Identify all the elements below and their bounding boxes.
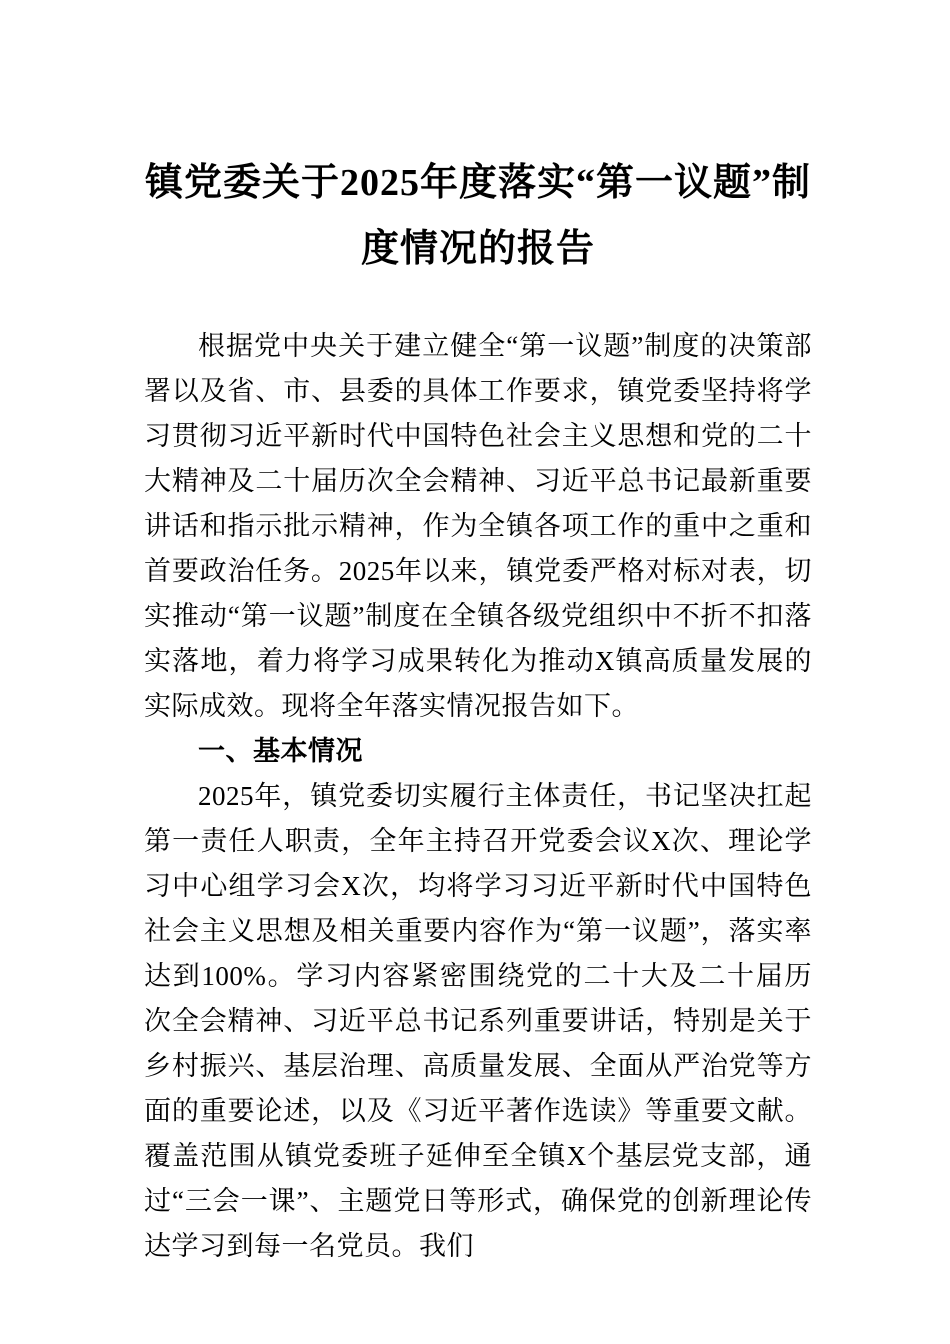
section-heading-basic-situation: 一、基本情况 xyxy=(198,736,363,766)
document-title: 镇党委关于2025年度落实“第一议题”制度情况的报告 xyxy=(144,162,811,270)
paragraph-body: 2025年，镇党委切实履行主体责任，书记坚决扛起第一责任人职责，全年主持召开党委会议X次、理论学习中心组学习会X次，均将学习习近平新时代中国特色社会主义思想及相关重要内容作为“第一议题”，落实率达到100%。学习内容紧密围绕党的二十大及二十届历次全会精神、习近平总书记系列重要讲话，特别是关于乡村振兴、基层治理、高质量发展、全面从严治党等方面的重要论述，以及《习近平著作选读》等重要文献。覆盖范围从镇党委班子延伸至全镇X个基层党支部，通过“三会一课”、主题党日等形式，确保党的创新理论传达学习到每一名党员。我们 xyxy=(144,781,812,1261)
paragraph-intro: 根据党中央关于建立健全“第一议题”制度的决策部署以及省、市、县委的具体工作要求，镇党委坚持将学习贯彻习近平新时代中国特色社会主义思想和党的二十大精神及二十届历次全会精神、习近平总书记最新重要讲话和指示批示精神，作为全镇各项工作的重中之重和首要政治任务。2025年以来，镇党委严格对标对表，切实推动“第一议题”制度在全镇各级党组织中不折不扣落实落地，着力将学习成果转化为推动X镇高质量发展的实际成效。现将全年落实情况报告如下。 xyxy=(144,331,812,721)
